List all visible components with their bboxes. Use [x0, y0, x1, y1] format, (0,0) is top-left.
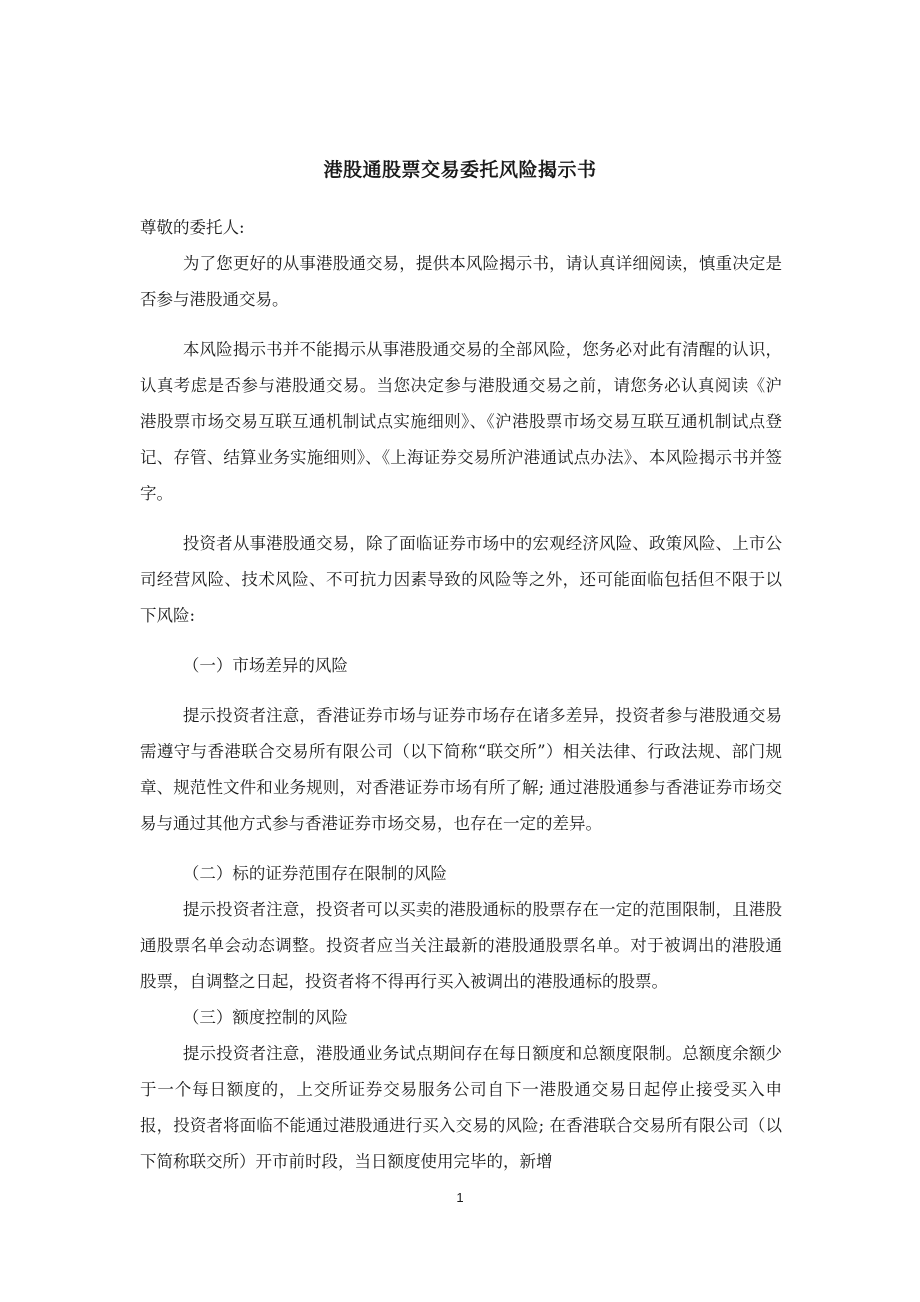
document-title: 港股通股票交易委托风险揭示书 [323, 159, 597, 181]
section-heading-market-difference: （一）市场差异的风险 [182, 656, 348, 675]
paragraph-quota-control: 提示投资者注意，港股通业务试点期间存在每日额度和总额度限制。总额度余额少于一个每日额度的，上交所证券交易服务公司自下一港股通交易日起停止接受买入申报，投资者将面临不能通过港股通进行买入交易的风险; 在香港联合交易所有限公司（以下简称联交所）开市前时段，当日额度使用完毕的，新增 [140, 1044, 782, 1171]
paragraph-market-difference: 提示投资者注意，香港证券市场与证券市场存在诸多差异，投资者参与港股通交易需遵守与香港联合交易所有限公司（以下简称“联交所”）相关法律、行政法规、部门规章、规范性文件和业务规则，对香港证券市场有所了解; 通过港股通参与香港证券市场交易与通过其他方式参与香港证券市场交易，也存在一定的差异。 [140, 706, 782, 833]
section-heading-quota-control: （三）额度控制的风险 [182, 1008, 348, 1027]
paragraph-scope-restriction: 提示投资者注意，投资者可以买卖的港股通标的股票存在一定的范围限制，且港股通股票名单会动态调整。投资者应当关注最新的港股通股票名单。对于被调出的港股通股票，自调整之日起，投资者将不得再行买入被调出的港股通标的股票。 [140, 900, 782, 991]
page-number: 1 [456, 1190, 464, 1205]
document-body [140, 210, 782, 1180]
paragraph-intro: 为了您更好的从事港股通交易，提供本风险揭示书，请认真详细阅读，慎重决定是否参与港股通交易。 [140, 254, 782, 309]
paragraph-risk-overview: 投资者从事港股通交易，除了面临证券市场中的宏观经济风险、政策风险、上市公司经营风险、技术风险、不可抗力因素导致的风险等之外，还可能面临包括但不限于以下风险: [140, 534, 782, 625]
section-heading-scope-restriction: （二）标的证券范围存在限制的风险 [182, 864, 447, 883]
salutation: 尊敬的委托人: [140, 218, 245, 237]
paragraph-disclaimer: 本风险揭示书并不能揭示从事港股通交易的全部风险，您务必对此有清醒的认识，认真考虑是否参与港股通交易。当您决定参与港股通交易之前，请您务必认真阅读《沪港股票市场交易互联互通机制试点实施细则》、《沪港股票市场交易互联互通机制试点登记、存管、结算业务实施细则》、《上海证券交易所沪港通试点办法》、本风险揭示书并签字。 [140, 340, 782, 503]
